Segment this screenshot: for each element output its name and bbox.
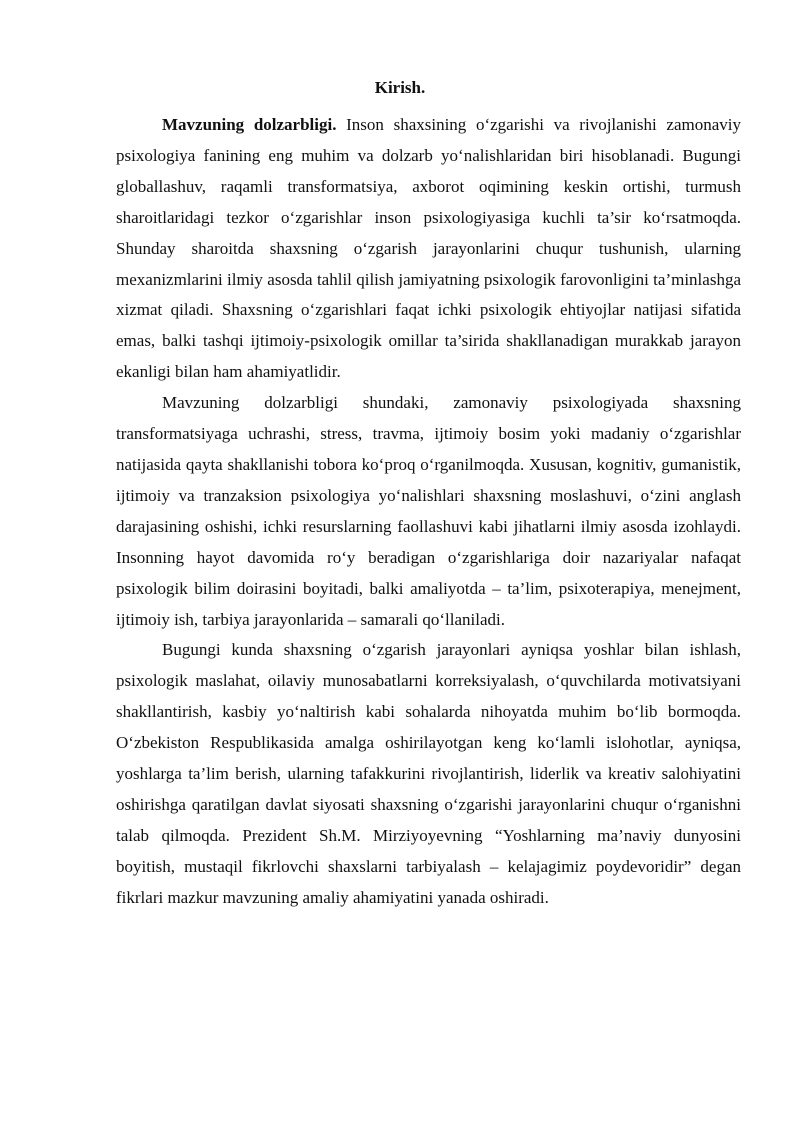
paragraph-text: Inson shaxsining o‘zgarishi va rivojlanishi zamonaviy psixologiya fanining eng muhim va dolzarb yo‘nalishlaridan biri hisoblanadi. Bugungi globallashuv, raqamli transformatsiya, axborot oqimining keskin ortishi, turmush sharoitlaridagi tezkor o‘zgarishlar inson psixologiyasiga kuchli ta’sir ko‘rsatmoqda. Shunday sharoitda shaxsning o‘zgarish jarayonlarini chuqur tushunish, ularning mexanizmlarini ilmiy asosda tahlil qilish jamiyatning psixologik farovonligini ta’minlashga xizmat qiladi. Shaxsning o‘zgarishlari faqat ichki psixologik ehtiyojlar natijasi sifatida emas, balki tashqi ijtimoiy-psixologik omillar ta’sirida shakllanadigan murakkab jarayon ekanligi bilan ham ahamiyatlidir. [116, 115, 741, 382]
paragraph-practical-importance [116, 635, 741, 913]
section-title: Kirish. [374, 78, 426, 97]
paragraph-lead: Mavzuning dolzarbligi. [162, 115, 337, 134]
paragraph-text: Mavzuning dolzarbligi shundaki, zamonaviy psixologiyada shaxsning transformatsiyaga uchrashi, stress, travma, ijtimoiy bosim yoki madaniy o‘zgarishlar natijasida qayta shakllanishi tobora ko‘proq o‘rganilmoqda. Xususan, kognitiv, gumanistik, ijtimoiy va tranzaksion psixologiya yo‘nalishlari shaxsning moslashuvi, o‘zini anglash darajasining oshishi, ichki resurslarning faollashuvi kabi jihatlarni ilmiy asosda izohlaydi. Insonning hayot davomida ro‘y beradigan o‘zgarishlariga doir nazariyalar nafaqat psixologik bilim doirasini boyitadi, balki amaliyotda – ta’lim, psixoterapiya, menejment, ijtimoiy ish, tarbiya jarayonlarida – samarali qo‘llaniladi. [116, 393, 741, 629]
paragraph-relevance [116, 110, 741, 388]
paragraph-modern-psychology [116, 388, 741, 635]
paragraph-text: Bugungi kunda shaxsning o‘zgarish jarayonlari ayniqsa yoshlar bilan ishlash, psixologik maslahat, oilaviy munosabatlarni korreksiyalash, o‘quvchilarda motivatsiyani shakllantirish, kasbiy yo‘naltirish kabi sohalarda nihoyatda muhim bo‘lib bormoqda. O‘zbekiston Respublikasida amalga oshirilayotgan keng ko‘lamli islohotlar, ayniqsa, yoshlarga ta’lim berish, ularning tafakkurini rivojlantirish, liderlik va kreativ salohiyatini oshirishga qaratilgan davlat siyosati shaxsning o‘zgarishi jarayonlarini chuqur o‘rganishni talab qilmoqda. Prezident Sh.M. Mirziyoyevning “Yoshlarning ma’naviy dunyosini boyitish, mustaqil fikrlovchi shaxslarni tarbiyalash – kelajagimiz poydevoridir” degan fikrlari mazkur mavzuning amaliy ahamiyatini yanada oshiradi. [116, 640, 741, 907]
document-body [116, 110, 741, 914]
